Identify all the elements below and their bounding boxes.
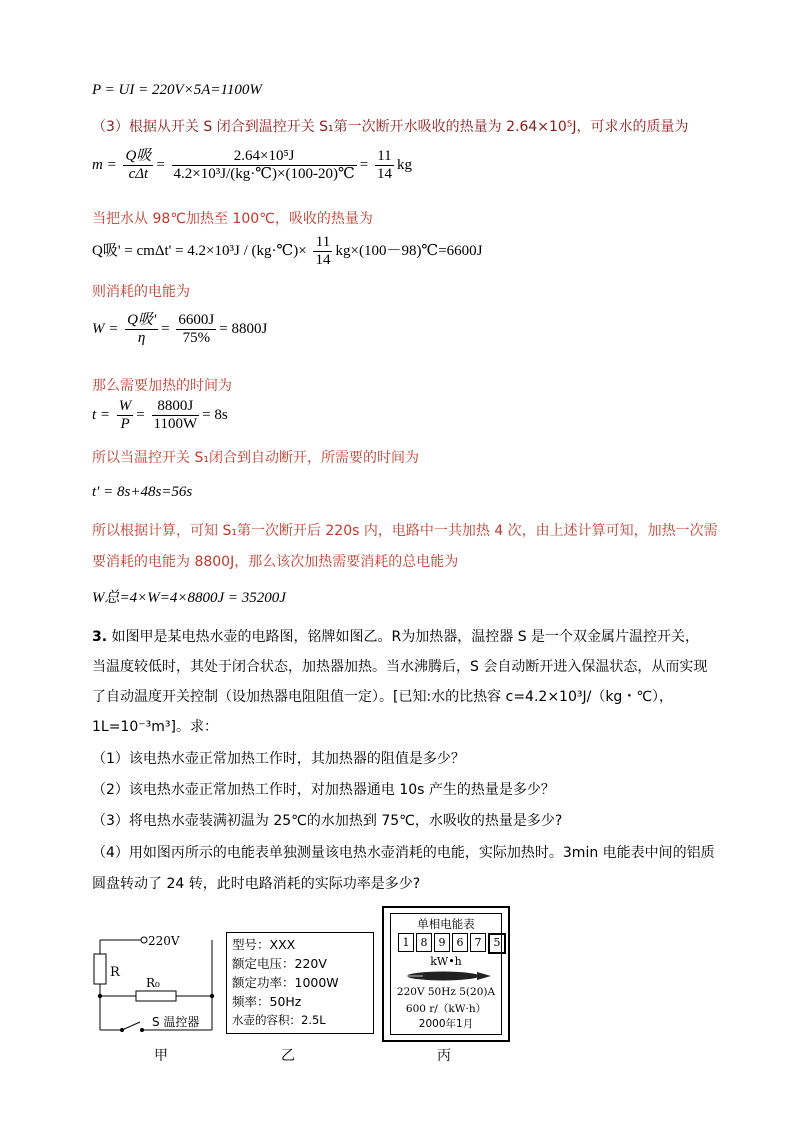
heat-frac: $\frac{11}{14}$	[315, 234, 331, 269]
nameplate-frequency: 频率：50Hz	[232, 994, 302, 1009]
circuit-diagram	[88, 918, 218, 1038]
q3-sub-4-line-2: 圆盘转动了 24 转，此时电路消耗的实际功率是多少?	[92, 876, 421, 892]
heat-intro: 当把水从 98℃加热至 100℃，吸收的热量为	[92, 211, 373, 227]
caption-yi: 乙	[281, 1048, 295, 1064]
resistor-r	[94, 954, 106, 984]
meter-rev: 600 r/（kW·h）	[405, 1003, 487, 1015]
total-time-equation: t' = 8s+48s=56s	[92, 484, 193, 500]
meter-digits	[398, 933, 506, 954]
nameplate-voltage: 额定电压：220V	[232, 956, 327, 971]
mass-frac-2: $\frac{\text{2.64×10⁵J}}{\text{4.2×10³J/(kg·℃)×(100-20)℃}}$	[173, 148, 355, 183]
meter-unit: kW•h	[430, 955, 462, 968]
time-equation: t = $\frac{W}{P}$ = $\frac{8800J}{1100W}$ = 8s	[92, 398, 228, 433]
meter-disc-arrow	[403, 969, 493, 983]
r-label: R	[110, 965, 120, 980]
time-frac-1: $\frac{W}{P}$	[118, 398, 132, 433]
switch-label: S 温控器	[152, 1015, 200, 1029]
resistor-r0	[136, 991, 176, 1001]
nameplate-power: 额定功率：1000W	[232, 975, 339, 990]
meter-date: 2000年1月	[418, 1018, 474, 1030]
q3-text-4: 1L=10⁻³m³]。求：	[92, 719, 218, 735]
r0-label: R₀	[146, 976, 160, 990]
energy-frac-1: $\frac{\text{Q吸'}}{\eta}$	[127, 312, 157, 347]
voltage-label: 220V	[148, 934, 180, 948]
q3-text-2: 当温度较低时，其处于闭合状态，加热器加热。当水沸腾后，S 会自动断开进入保温状态，从而实现	[92, 659, 708, 675]
mass-equation: m = $\frac{\text{Q吸}}{\text{cΔt}}$ = $\frac{\text{2.64×10⁵J}}{\text{4.2×10³J/(kg·℃)×(100-20)℃}}$ = $\frac{11}{14}$ kg	[92, 148, 412, 183]
conclusion-line-2: 要消耗的电能为 8800J，那么该次加热需要消耗的总电能为	[92, 554, 459, 570]
meter-digit: 1	[398, 933, 414, 952]
meter-spec: 220V 50Hz 5(20)A	[396, 986, 496, 998]
meter-digit-decimal: 5	[488, 933, 506, 954]
conclusion-line-1: 所以根据计算，可知 S₁第一次断开后 220s 内，电路中一共加热 4 次，由上述计算可知，加热一次需	[92, 523, 718, 539]
total-time-intro: 所以当温控开关 S₁闭合到自动断开，所需要的时间为	[92, 450, 419, 466]
q3-number: 3.	[92, 629, 108, 645]
meter-digit: 9	[434, 933, 450, 952]
nameplate-capacity: 水壶的容积：2.5L	[232, 1013, 326, 1027]
meter-digit: 6	[452, 933, 468, 952]
meter-title: 单相电能表	[417, 917, 475, 931]
energy-intro: 则消耗的电能为	[92, 284, 190, 300]
time-frac-2: $\frac{8800J}{1100W}$	[153, 398, 198, 433]
meter-digit: 8	[416, 933, 432, 952]
caption-jia: 甲	[154, 1048, 168, 1064]
energy-meter-inner	[390, 913, 502, 1035]
q3-sub-3: （3）将电热水壶装满初温为 25℃的水加热到 75℃，水吸收的热量是多少?	[92, 813, 563, 829]
nameplate-model: 型号：XXX	[232, 937, 296, 952]
power-equation: P = UI = 220V×5A=1100W	[92, 82, 262, 98]
q3-text-3: 了自动温度开关控制（设加热器电阻阻值一定）。[已知:水的比热容 c=4.2×10³J/（kg・℃），	[92, 689, 674, 705]
q3-sub-4-line-1: （4）用如图丙所示的电能表单独测量该电热水壶消耗的电能，实际加热时。3min 电能表中间的铝质	[92, 845, 715, 861]
step3-intro: （3）根据从开关 S 闭合到温控开关 S₁第一次断开水吸收的热量为 2.64×10⁵J，可求水的质量为	[92, 119, 689, 135]
heat-equation: Q吸' = cmΔt' = 4.2×10³J / (kg·℃)× $\frac{11}{14}$ kg×(100－98)℃=6600J	[92, 234, 483, 269]
total-energy-equation: W总=4×W=4×8800J = 35200J	[92, 590, 286, 606]
mass-frac-3: $\frac{11}{14}$	[376, 148, 392, 183]
mass-frac-1: $\frac{\text{Q吸}}{\text{cΔt}}$	[125, 148, 152, 183]
energy-frac-2: $\frac{6600J}{75\%}$	[178, 312, 215, 347]
energy-meter-outer	[382, 906, 510, 1042]
energy-equation: W = $\frac{\text{Q吸'}}{\eta}$ = $\frac{6600J}{75\%}$ = 8800J	[92, 312, 268, 347]
q3-sub-2: （2）该电热水壶正常加热工作时，对加热器通电 10s 产生的热量是多少？	[92, 782, 555, 798]
caption-bing: 丙	[437, 1048, 451, 1064]
time-intro: 那么需要加热的时间为	[92, 378, 232, 394]
q3-sub-1: （1）该电热水壶正常加热工作时，其加热器的阻值是多少？	[92, 751, 465, 767]
switch-s	[122, 1022, 140, 1030]
nameplate	[226, 932, 374, 1034]
q3-text-1: 3. 如图甲是某电热水壶的电路图，铭牌如图乙。R为加热器，温控器 S 是一个双金属片温控开关，	[92, 629, 700, 645]
meter-digit: 7	[470, 933, 486, 952]
